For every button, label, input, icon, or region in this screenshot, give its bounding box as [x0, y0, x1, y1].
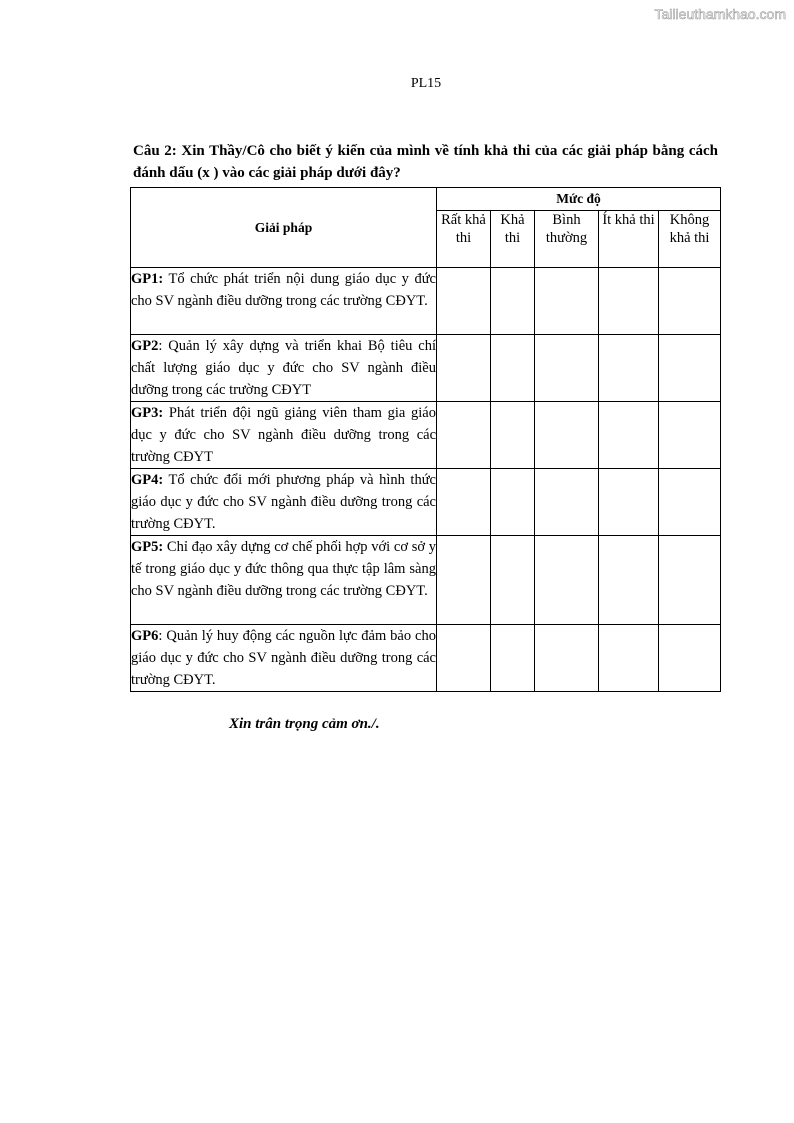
solution-code: GP5: — [131, 539, 164, 555]
level-header: Mức độ — [437, 188, 721, 211]
solution-cell — [131, 536, 437, 625]
table-row — [131, 536, 721, 625]
page-number: PL15 — [410, 76, 442, 91]
rating-cell[interactable] — [599, 469, 659, 536]
rating-cell[interactable] — [599, 268, 659, 335]
rating-cell[interactable] — [659, 625, 721, 692]
survey-table — [130, 187, 721, 692]
table-row — [131, 402, 721, 469]
solution-code: GP2 — [131, 338, 159, 354]
rating-cell[interactable] — [491, 268, 535, 335]
rating-cell[interactable] — [437, 335, 491, 402]
rating-cell[interactable] — [659, 402, 721, 469]
solution-cell — [131, 625, 437, 692]
rating-cell[interactable] — [535, 536, 599, 625]
watermark: Tailieuthamkhao.com — [654, 6, 786, 22]
solution-code: GP4: — [131, 472, 164, 488]
solution-code: GP6 — [131, 628, 159, 644]
level-less-feasible: Ít khả thi — [599, 211, 659, 268]
solution-cell — [131, 402, 437, 469]
level-normal: Bình thường — [535, 211, 599, 268]
rating-cell[interactable] — [491, 335, 535, 402]
solution-text: Chỉ đạo xây dựng cơ chế phối hợp với cơ sở y tế trong giáo dục y đức thông qua thực tập lâm sàng cho SV ngành điều dưỡng trong các trường CĐYT. — [131, 539, 436, 599]
table-row — [131, 335, 721, 402]
rating-cell[interactable] — [659, 469, 721, 536]
solution-code: GP1: — [131, 271, 164, 287]
rating-cell[interactable] — [659, 268, 721, 335]
solution-text: : Quản lý huy động các nguồn lực đảm bảo cho giáo dục y đức cho SV ngành điều dưỡng trong các trường CĐYT. — [131, 628, 436, 688]
rating-cell[interactable] — [535, 469, 599, 536]
rating-cell[interactable] — [437, 268, 491, 335]
rating-cell[interactable] — [535, 402, 599, 469]
table-row — [131, 469, 721, 536]
level-very-feasible: Rất khả thi — [437, 211, 491, 268]
table-row — [131, 268, 721, 335]
rating-cell[interactable] — [659, 335, 721, 402]
rating-cell[interactable] — [535, 625, 599, 692]
level-not-feasible: Không khả thi — [659, 211, 721, 268]
solution-cell — [131, 469, 437, 536]
rating-cell[interactable] — [535, 268, 599, 335]
closing-text: Xin trân trọng cảm ơn./. — [229, 716, 380, 732]
rating-cell[interactable] — [491, 469, 535, 536]
level-feasible: Khả thi — [491, 211, 535, 268]
rating-cell[interactable] — [659, 536, 721, 625]
solution-cell — [131, 335, 437, 402]
solution-text: Tổ chức phát triển nội dung giáo dục y đức cho SV ngành điều dưỡng trong các trường CĐYT. — [131, 271, 436, 309]
rating-cell[interactable] — [599, 536, 659, 625]
solution-cell — [131, 268, 437, 335]
rating-cell[interactable] — [491, 625, 535, 692]
rating-cell[interactable] — [491, 536, 535, 625]
solution-code: GP3: — [131, 405, 164, 421]
rating-cell[interactable] — [599, 335, 659, 402]
rating-cell[interactable] — [599, 625, 659, 692]
rating-cell[interactable] — [599, 402, 659, 469]
rating-cell[interactable] — [535, 335, 599, 402]
rating-cell[interactable] — [437, 402, 491, 469]
header-row-1 — [131, 188, 721, 211]
question-text: Câu 2: Xin Thầy/Cô cho biết ý kiến của mình về tính khả thi của các giải pháp bằng cách đánh dấu (x ) vào các giải pháp dưới đây? — [133, 143, 718, 181]
rating-cell[interactable] — [437, 536, 491, 625]
solution-text: Tổ chức đổi mới phương pháp và hình thức giáo dục y đức cho SV ngành điều dưỡng trong các trường CĐYT. — [131, 472, 436, 532]
solution-text: : Quản lý xây dựng và triển khai Bộ tiêu chí chất lượng giáo dục y đức cho SV ngành điều dưỡng trong các trường CĐYT — [131, 338, 436, 398]
solution-header: Giải pháp — [131, 188, 437, 268]
rating-cell[interactable] — [437, 625, 491, 692]
solution-text: Phát triển đội ngũ giảng viên tham gia giáo dục y đức cho SV ngành điều dưỡng trong các trường CĐYT — [131, 405, 436, 465]
rating-cell[interactable] — [491, 402, 535, 469]
table-row — [131, 625, 721, 692]
rating-cell[interactable] — [437, 469, 491, 536]
